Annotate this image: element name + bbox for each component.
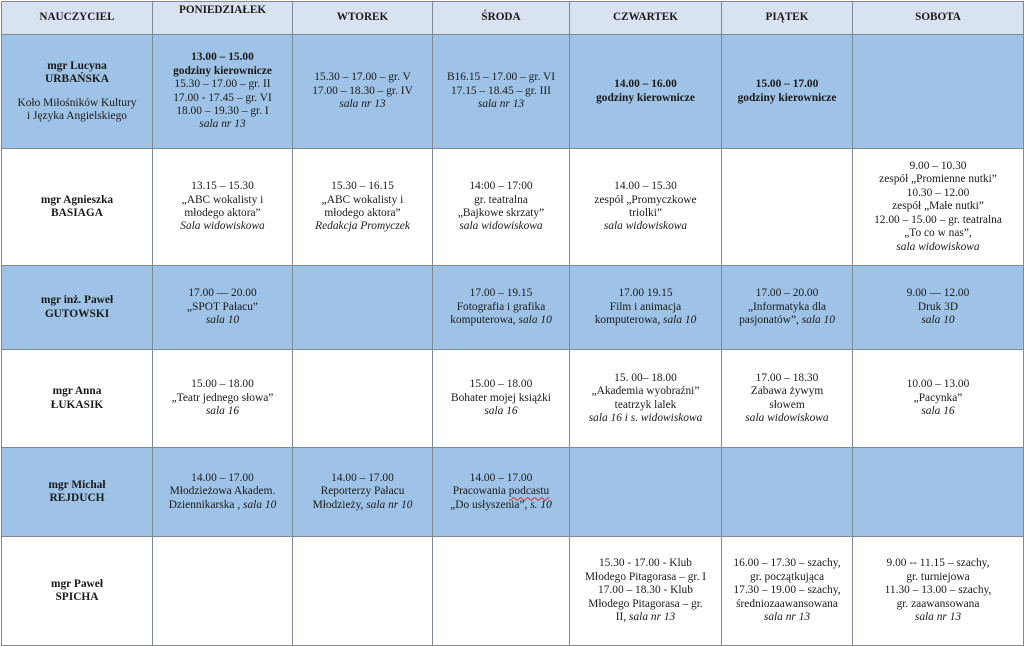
teacher-name-line: mgr Agnieszka bbox=[40, 193, 114, 206]
schedule-text: „Teatr jednego słowa” bbox=[171, 391, 274, 404]
schedule-line bbox=[156, 301, 289, 314]
schedule-cell-tuesday bbox=[293, 537, 433, 646]
schedule-cell-thursday bbox=[570, 448, 722, 537]
schedule-line bbox=[573, 611, 718, 624]
schedule-text: „SPOT Pałacu” bbox=[187, 300, 258, 313]
room-text: sala 10 bbox=[663, 314, 697, 327]
schedule-line bbox=[436, 194, 566, 207]
schedule-line bbox=[156, 207, 289, 220]
schedule-text: zespół „Małe nutki” bbox=[892, 200, 984, 213]
schedule-line bbox=[856, 584, 1020, 597]
schedule-line bbox=[296, 98, 429, 111]
schedule-line bbox=[436, 180, 566, 193]
schedule-line bbox=[856, 405, 1020, 418]
schedule-line bbox=[156, 472, 289, 485]
schedule-text: „Informatyka dla bbox=[747, 300, 827, 313]
schedule-text: 17.00 – 18.30 – gr. IV bbox=[312, 84, 413, 97]
schedule-line bbox=[725, 412, 849, 425]
schedule-text: teatrzyk lalek bbox=[614, 398, 677, 411]
schedule-line bbox=[156, 180, 289, 193]
schedule-line bbox=[436, 287, 566, 300]
schedule-text: 10.30 – 12.00 bbox=[906, 186, 970, 199]
schedule-line bbox=[725, 301, 849, 314]
schedule-cell-tuesday bbox=[293, 448, 433, 537]
schedule-line bbox=[296, 207, 429, 220]
teacher-name bbox=[5, 479, 149, 506]
schedule-text: 14.00 – 17.00 bbox=[331, 471, 394, 484]
schedule-cell-thursday bbox=[570, 35, 722, 149]
schedule-line bbox=[856, 173, 1020, 186]
teacher-name bbox=[5, 194, 149, 221]
schedule-line bbox=[156, 485, 289, 498]
schedule-text: młodego aktora” bbox=[184, 207, 261, 219]
schedule-line bbox=[436, 378, 566, 391]
schedule-line bbox=[156, 378, 289, 391]
schedule-line bbox=[725, 92, 849, 105]
schedule-line bbox=[725, 78, 849, 91]
schedule-text: Reporterzy Pałacu bbox=[320, 485, 405, 498]
schedule-line bbox=[573, 78, 718, 91]
teacher-cell bbox=[2, 266, 153, 350]
schedule-cell-tuesday bbox=[293, 35, 433, 149]
schedule-text: Redakcja Promyczek bbox=[315, 220, 410, 233]
schedule-text: 17.00 – 18.30 bbox=[755, 371, 819, 384]
schedule-text: 17.00 19.15 bbox=[618, 287, 673, 300]
schedule-line bbox=[725, 287, 849, 300]
schedule-line bbox=[156, 65, 289, 78]
schedule-text: Pracowania bbox=[452, 485, 509, 498]
room-text: sala 10 bbox=[518, 314, 552, 327]
schedule-text: Film i animacja bbox=[609, 300, 682, 313]
schedule-text: sala nr 13 bbox=[339, 98, 386, 111]
schedule-line bbox=[156, 92, 289, 105]
schedule-line bbox=[156, 78, 289, 91]
room-text: sala nr 13 bbox=[629, 611, 676, 624]
schedule-line bbox=[725, 584, 849, 597]
teacher-row bbox=[2, 537, 1024, 646]
schedule-text: sala 16 bbox=[205, 405, 240, 418]
schedule-text: sala 10 bbox=[205, 314, 240, 327]
schedule-line bbox=[156, 287, 289, 300]
schedule-cell-tuesday bbox=[293, 149, 433, 266]
schedule-line bbox=[573, 584, 718, 597]
schedule-line bbox=[725, 598, 849, 611]
schedule-line bbox=[856, 571, 1020, 584]
schedule-line bbox=[296, 499, 429, 512]
schedule-line bbox=[156, 105, 289, 118]
schedule-text: 9.00 -- 11.15 – szachy, bbox=[886, 557, 990, 570]
teacher-name-line: mgr Lucyna bbox=[47, 59, 107, 72]
schedule-line bbox=[436, 85, 566, 98]
schedule-cell-wednesday bbox=[433, 537, 570, 646]
schedule-text: 15.00 – 17.00 bbox=[755, 78, 819, 91]
schedule-line bbox=[573, 372, 718, 385]
schedule-cell-saturday bbox=[853, 448, 1024, 537]
teacher-note-line: Koło Miłośników Kultury bbox=[17, 96, 137, 109]
teacher-name-line: mgr Anna bbox=[52, 385, 102, 398]
schedule-text: sala widowiskowa bbox=[745, 411, 829, 424]
schedule-text: 13.15 – 15.30 bbox=[191, 180, 254, 193]
schedule-cell-friday bbox=[722, 266, 853, 350]
header-wednesday: ŚRODA bbox=[433, 2, 570, 35]
schedule-text: Zabawa żywym bbox=[750, 385, 824, 398]
schedule-text: zespół „Promyczkowe bbox=[594, 193, 697, 206]
schedule-line bbox=[856, 214, 1020, 227]
schedule-text: 14.00 – 17.00 bbox=[191, 471, 254, 484]
teacher-row bbox=[2, 350, 1024, 448]
schedule-cell-saturday bbox=[853, 266, 1024, 350]
schedule-text: 17.15 – 18.45 – gr. III bbox=[451, 84, 551, 97]
schedule-text: gr. turniejowa bbox=[906, 570, 970, 583]
header-thursday: CZWARTEK bbox=[570, 2, 722, 35]
teacher-cell bbox=[2, 350, 153, 448]
schedule-text: sala nr 13 bbox=[477, 98, 525, 111]
schedule-cell-wednesday bbox=[433, 350, 570, 448]
schedule-cell-monday bbox=[153, 350, 293, 448]
schedule-cell-tuesday bbox=[293, 350, 433, 448]
schedule-text: sala 16 bbox=[484, 405, 518, 418]
schedule-line bbox=[296, 472, 429, 485]
schedule-table bbox=[1, 1, 1024, 646]
schedule-text: Młodzieży, bbox=[312, 498, 367, 511]
schedule-text: 14.00 – 17.00 bbox=[469, 471, 533, 484]
schedule-text: „ABC wokalisty i bbox=[181, 193, 264, 206]
schedule-text: sala widowiskowa bbox=[459, 220, 543, 233]
schedule-line bbox=[156, 118, 289, 131]
schedule-line bbox=[573, 598, 718, 611]
spellcheck-underlined-text: podcastu bbox=[508, 485, 550, 498]
schedule-text: B16.15 – 17.00 – gr. VI bbox=[446, 71, 555, 84]
schedule-line bbox=[436, 71, 566, 84]
schedule-line bbox=[856, 598, 1020, 611]
schedule-cell-monday bbox=[153, 537, 293, 646]
room-text: s. 10 bbox=[530, 498, 552, 511]
schedule-line bbox=[856, 160, 1020, 173]
schedule-cell-monday bbox=[153, 448, 293, 537]
schedule-text: sala nr 13 bbox=[199, 118, 246, 131]
schedule-cell-friday bbox=[722, 149, 853, 266]
schedule-cell-wednesday bbox=[433, 266, 570, 350]
teacher-name-line: mgr Paweł bbox=[51, 577, 103, 590]
schedule-text: godziny kierownicze bbox=[173, 64, 272, 77]
teacher-name-line: BASIAGA bbox=[51, 207, 103, 219]
schedule-text: 15.30 - 17.00 - Klub bbox=[598, 557, 693, 570]
schedule-text: średniozaawansowana bbox=[736, 597, 838, 610]
schedule-line bbox=[156, 392, 289, 405]
schedule-text: „Bajkowe skrzaty” bbox=[457, 207, 545, 219]
schedule-line bbox=[725, 571, 849, 584]
schedule-text: zespół „Promienne nutki” bbox=[879, 173, 997, 186]
schedule-line bbox=[436, 405, 566, 418]
schedule-text: „To co w nas”, bbox=[904, 227, 972, 240]
schedule-line bbox=[156, 51, 289, 64]
schedule-line bbox=[573, 194, 718, 207]
schedule-cell-saturday bbox=[853, 35, 1024, 149]
teacher-name bbox=[5, 578, 149, 605]
schedule-line bbox=[156, 194, 289, 207]
teacher-row bbox=[2, 149, 1024, 266]
teacher-name bbox=[5, 385, 149, 412]
schedule-text: 17.00 - 17.45 – gr. VI bbox=[173, 91, 272, 104]
schedule-text: 15.00 – 18.00 bbox=[191, 378, 254, 391]
schedule-line bbox=[856, 241, 1020, 254]
teacher-note-line: i Języka Angielskiego bbox=[27, 109, 127, 122]
schedule-text: godziny kierownicze bbox=[737, 91, 837, 104]
schedule-text: 12.00 – 15.00 – gr. teatralna bbox=[874, 213, 1002, 226]
schedule-line bbox=[156, 314, 289, 327]
teacher-name-line: GUTOWSKI bbox=[44, 307, 110, 320]
schedule-text: 15. 00– 18.00 bbox=[614, 371, 677, 384]
schedule-line bbox=[725, 611, 849, 624]
schedule-text: Sala widowiskowa bbox=[180, 220, 265, 233]
schedule-line bbox=[856, 378, 1020, 391]
schedule-text: Dziennikarska , bbox=[168, 498, 244, 511]
header-friday: PIĄTEK bbox=[722, 2, 853, 35]
teacher-cell bbox=[2, 149, 153, 266]
room-text: sala 10 bbox=[801, 314, 835, 327]
schedule-cell-wednesday bbox=[433, 149, 570, 266]
schedule-text: „ABC wokalisty i bbox=[321, 193, 404, 206]
schedule-text: 15.30 – 17.00 – gr. V bbox=[314, 71, 411, 84]
schedule-text: godziny kierownicze bbox=[596, 91, 695, 104]
schedule-cell-thursday bbox=[570, 350, 722, 448]
schedule-text: Młodego Pitagorasa – gr. bbox=[588, 597, 703, 610]
schedule-text: 17.00 – 19.15 bbox=[469, 287, 533, 300]
schedule-text: 9.00 — 12.00 bbox=[906, 287, 970, 300]
schedule-text: 15.30 – 16.15 bbox=[331, 180, 394, 193]
schedule-line bbox=[725, 557, 849, 570]
schedule-text: 17.00 – 18.30 - Klub bbox=[598, 584, 693, 597]
schedule-text: słowem bbox=[769, 398, 805, 411]
schedule-cell-wednesday bbox=[433, 35, 570, 149]
schedule-text: triolki” bbox=[629, 207, 662, 219]
schedule-line bbox=[436, 485, 566, 498]
teacher-name-line: URBAŃSKA bbox=[45, 73, 109, 86]
schedule-line bbox=[725, 399, 849, 412]
schedule-text: „Pacynka” bbox=[913, 391, 963, 404]
schedule-line bbox=[156, 405, 289, 418]
schedule-line bbox=[436, 98, 566, 111]
schedule-line bbox=[856, 392, 1020, 405]
schedule-line bbox=[436, 314, 566, 327]
schedule-line bbox=[573, 557, 718, 570]
schedule-line bbox=[856, 287, 1020, 300]
schedule-text: komputerowa, bbox=[450, 314, 519, 327]
teacher-row bbox=[2, 266, 1024, 350]
schedule-line bbox=[296, 220, 429, 233]
schedule-line bbox=[296, 71, 429, 84]
schedule-text: 10.00 – 13.00 bbox=[906, 378, 970, 391]
schedule-text: sala widowiskowa bbox=[603, 220, 688, 233]
schedule-text: 18.00 – 19.30 – gr. I bbox=[176, 104, 269, 117]
schedule-line bbox=[436, 301, 566, 314]
schedule-cell-tuesday bbox=[293, 266, 433, 350]
schedule-line bbox=[725, 372, 849, 385]
schedule-text: 14.00 – 16.00 bbox=[614, 78, 677, 91]
schedule-line bbox=[573, 180, 718, 193]
room-text: sala 10 bbox=[243, 498, 277, 511]
schedule-text: sala 16 i s. widowiskowa bbox=[588, 411, 703, 424]
schedule-text: Fotografia i grafika bbox=[456, 300, 546, 313]
schedule-line bbox=[856, 611, 1020, 624]
teacher-cell bbox=[2, 448, 153, 537]
teacher-name-line: ŁUKASIK bbox=[50, 398, 104, 411]
schedule-text: „Akademia wyobraźni” bbox=[591, 385, 700, 398]
schedule-body bbox=[2, 35, 1024, 646]
schedule-cell-saturday bbox=[853, 537, 1024, 646]
schedule-cell-friday bbox=[722, 350, 853, 448]
schedule-line bbox=[156, 220, 289, 233]
schedule-text: „Do usłyszenia”, bbox=[450, 498, 531, 511]
teacher-note bbox=[5, 97, 149, 124]
schedule-text: 17.00 — 20.00 bbox=[188, 287, 257, 300]
schedule-line bbox=[436, 472, 566, 485]
schedule-cell-saturday bbox=[853, 350, 1024, 448]
schedule-text: sala 16 bbox=[921, 405, 955, 418]
teacher-name-line: mgr Michał bbox=[48, 478, 106, 491]
schedule-text: 16.00 – 17.30 – szachy, bbox=[733, 557, 841, 570]
schedule-line bbox=[296, 180, 429, 193]
schedule-line bbox=[856, 227, 1020, 240]
schedule-text: 14.00 – 15.30 bbox=[614, 180, 677, 193]
schedule-cell-thursday bbox=[570, 537, 722, 646]
schedule-line bbox=[573, 314, 718, 327]
schedule-text: 13.00 – 15.00 bbox=[191, 51, 254, 64]
teacher-name bbox=[5, 60, 149, 87]
header-monday: PONIEDZIAŁEK bbox=[153, 2, 293, 35]
schedule-line bbox=[156, 499, 289, 512]
schedule-cell-saturday bbox=[853, 149, 1024, 266]
schedule-text: II, bbox=[615, 611, 630, 624]
schedule-text: 15.00 – 18.00 bbox=[469, 378, 533, 391]
schedule-cell-monday bbox=[153, 266, 293, 350]
schedule-line bbox=[436, 392, 566, 405]
teacher-cell bbox=[2, 35, 153, 149]
schedule-line bbox=[856, 301, 1020, 314]
schedule-line bbox=[573, 571, 718, 584]
teacher-row bbox=[2, 35, 1024, 149]
schedule-cell-thursday bbox=[570, 266, 722, 350]
schedule-cell-friday bbox=[722, 35, 853, 149]
schedule-line bbox=[856, 314, 1020, 327]
schedule-text: 15.30 – 17.00 – gr. II bbox=[174, 78, 271, 91]
schedule-line bbox=[725, 314, 849, 327]
schedule-line bbox=[856, 200, 1020, 213]
schedule-text: 11.30 – 13.00 – szachy, bbox=[884, 584, 992, 597]
schedule-text: sala widowiskowa bbox=[896, 240, 980, 253]
schedule-text: 17.30 – 19.00 – szachy, bbox=[733, 584, 841, 597]
schedule-line bbox=[573, 301, 718, 314]
schedule-cell-friday bbox=[722, 537, 853, 646]
schedule-line bbox=[573, 220, 718, 233]
schedule-text: sala 10 bbox=[921, 314, 955, 327]
header-row bbox=[2, 2, 1024, 35]
schedule-line bbox=[436, 207, 566, 220]
schedule-cell-monday bbox=[153, 149, 293, 266]
teacher-row bbox=[2, 448, 1024, 537]
schedule-line bbox=[296, 85, 429, 98]
schedule-line bbox=[856, 187, 1020, 200]
teacher-name bbox=[5, 294, 149, 321]
schedule-line bbox=[573, 92, 718, 105]
header-teacher: NAUCZYCIEL bbox=[2, 2, 153, 35]
schedule-text: 14:00 – 17:00 bbox=[469, 180, 533, 193]
schedule-line bbox=[725, 385, 849, 398]
schedule-text: pasjonatów”, bbox=[739, 314, 802, 327]
teacher-cell bbox=[2, 537, 153, 646]
teacher-name-line: mgr inż. Paweł bbox=[40, 294, 114, 307]
schedule-text: Druk 3D bbox=[917, 300, 959, 313]
schedule-text: Młodego Pitagorasa – gr. I bbox=[584, 570, 707, 583]
schedule-text: młodego aktora” bbox=[324, 207, 401, 219]
teacher-name-line: REJDUCH bbox=[49, 492, 105, 504]
schedule-text: 9.00 – 10.30 bbox=[909, 160, 967, 173]
schedule-text: sala nr 13 bbox=[914, 611, 962, 624]
schedule-line bbox=[573, 385, 718, 398]
schedule-cell-thursday bbox=[570, 149, 722, 266]
schedule-text: Bohater mojej książki bbox=[451, 391, 551, 404]
schedule-line bbox=[856, 557, 1020, 570]
schedule-text: gr. początkująca bbox=[750, 570, 824, 583]
schedule-line bbox=[436, 499, 566, 512]
schedule-text: komputerowa, bbox=[594, 314, 664, 327]
schedule-text: sala nr 13 bbox=[763, 611, 811, 624]
schedule-cell-wednesday bbox=[433, 448, 570, 537]
schedule-line bbox=[573, 399, 718, 412]
schedule-line bbox=[573, 287, 718, 300]
schedule-line bbox=[296, 485, 429, 498]
teacher-name-line: SPICHA bbox=[55, 591, 99, 603]
room-text: sala nr 10 bbox=[366, 498, 413, 511]
schedule-line bbox=[573, 412, 718, 425]
schedule-cell-monday bbox=[153, 35, 293, 149]
schedule-line bbox=[573, 207, 718, 220]
schedule-cell-friday bbox=[722, 448, 853, 537]
schedule-text: 17.00 – 20.00 bbox=[755, 287, 819, 300]
schedule-text: gr. teatralna bbox=[474, 193, 528, 206]
header-tuesday: WTOREK bbox=[293, 2, 433, 35]
schedule-text: Młodzieżowa Akadem. bbox=[169, 485, 276, 498]
schedule-text: gr. zaawansowana bbox=[896, 597, 980, 610]
schedule-line bbox=[436, 220, 566, 233]
header-saturday: SOBOTA bbox=[853, 2, 1024, 35]
schedule-line bbox=[296, 194, 429, 207]
